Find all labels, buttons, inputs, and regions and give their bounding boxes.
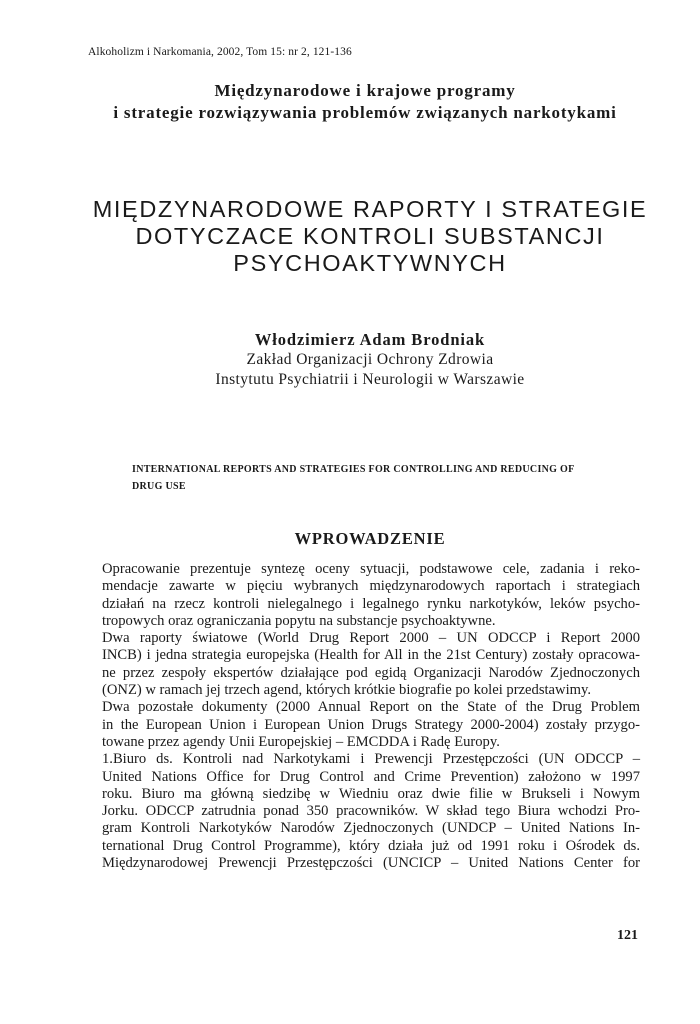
text-line: 1.Biuro ds. Kontroli nad Narkotykami i Prewencji Przestępczości (UN ODCCP – [102, 751, 640, 768]
paragraph-4 [88, 751, 640, 872]
text-line: in the European Union i European Union Drugs Strategy 2000-2004) zostały przygo- [102, 716, 640, 733]
intro-heading: WPROWADZENIE [294, 529, 446, 548]
text-line: gram Kontroli Narkotyków Narodów Zjednoczonych (UNDCP – United Nations In- [102, 820, 640, 837]
text-line: ternational Drug Control Programme), który działa już od 1991 roku i Ośrodek ds. [102, 837, 640, 854]
author-block [100, 330, 640, 390]
text-line: United Nations Office for Drug Control and Crime Prevention) założono w 1997 [102, 768, 640, 785]
page-number: 121 [617, 928, 638, 943]
paragraph-2 [88, 630, 640, 699]
author-name: Włodzimierz Adam Brodniak [254, 330, 486, 349]
article-title-line-2: DOTYCZACE KONTROLI SUBSTANCJI [135, 223, 605, 249]
text-line: mendacje zawarte w pięciu wybranych międzynarodowych raportach i strategiach [102, 578, 640, 595]
text-line: (ONZ) w ramach jej trzech agend, których krótkie biografie po kolei przedstawimy. [102, 682, 591, 699]
text-line: Opracowanie prezentuje syntezę oceny sytuacji, podstawowe cele, zadania i reko- [102, 561, 640, 577]
text-line: roku. Biuro ma główną siedzibę w Wiedniu oraz dwie filie w Brukseli i Nowym [102, 785, 640, 802]
text-line: Dwa raporty światowe (World Drug Report 2000 – UN ODCCP i Report 2000 [102, 630, 640, 647]
section-heading-line-1: Międzynarodowe i krajowe programy [214, 81, 516, 100]
text-line: towane przez agendy Unii Europejskiej – EMCDDA i Radę Europy. [102, 733, 500, 750]
paragraph-1 [88, 561, 640, 630]
text-line: działań na rzecz kontroli nielegalnego i legalnego rynku narkotyków, leków psycho- [102, 595, 640, 612]
text-line: INCB) i jedna strategia europejska (Health for All in the 21st Century) zostały opracowa- [102, 647, 640, 664]
article-title-line-3: PSYCHOAKTYWNYCH [233, 250, 507, 276]
article-title [80, 196, 660, 277]
author-affiliation-1: Zakład Organizacji Ochrony Zdrowia [246, 351, 494, 368]
section-heading [60, 80, 670, 124]
text-line: Międzynarodowej Prewencji Przestępczości (UNCICP – United Nations Center for [102, 855, 640, 872]
english-title-line-1: INTERNATIONAL REPORTS AND STRATEGIES FOR CONTROLLING AND REDUCING OF [132, 464, 575, 475]
body-text [88, 561, 640, 872]
section-heading-line-2: i strategie rozwiązywania problemów związanych narkotykami [113, 103, 617, 122]
text-line: ne przez zespoły ekspertów działające pod egidą Organizacji Narodów Zjednoczonych [102, 664, 640, 681]
english-title-line-2: DRUG USE [132, 481, 186, 492]
english-title [132, 461, 632, 495]
article-title-line-1: MIĘDZYNARODOWE RAPORTY I STRATEGIE [92, 196, 648, 222]
journal-reference: Alkoholizm i Narkomania, 2002, Tom 15: nr 2, 121-136 [88, 46, 352, 58]
text-line: Dwa pozostałe dokumenty (2000 Annual Report on the State of the Drug Problem [102, 699, 640, 716]
paragraph-3 [88, 699, 640, 751]
text-line: tropowych oraz ograniczania popytu na substancje psychoaktywne. [102, 612, 496, 629]
text-line: Jorku. ODCCP zatrudnia ponad 350 pracowników. W skład tego Biura wchodzi Pro- [102, 803, 640, 820]
author-affiliation-2: Instytutu Psychiatrii i Neurologii w Warszawie [215, 371, 525, 388]
